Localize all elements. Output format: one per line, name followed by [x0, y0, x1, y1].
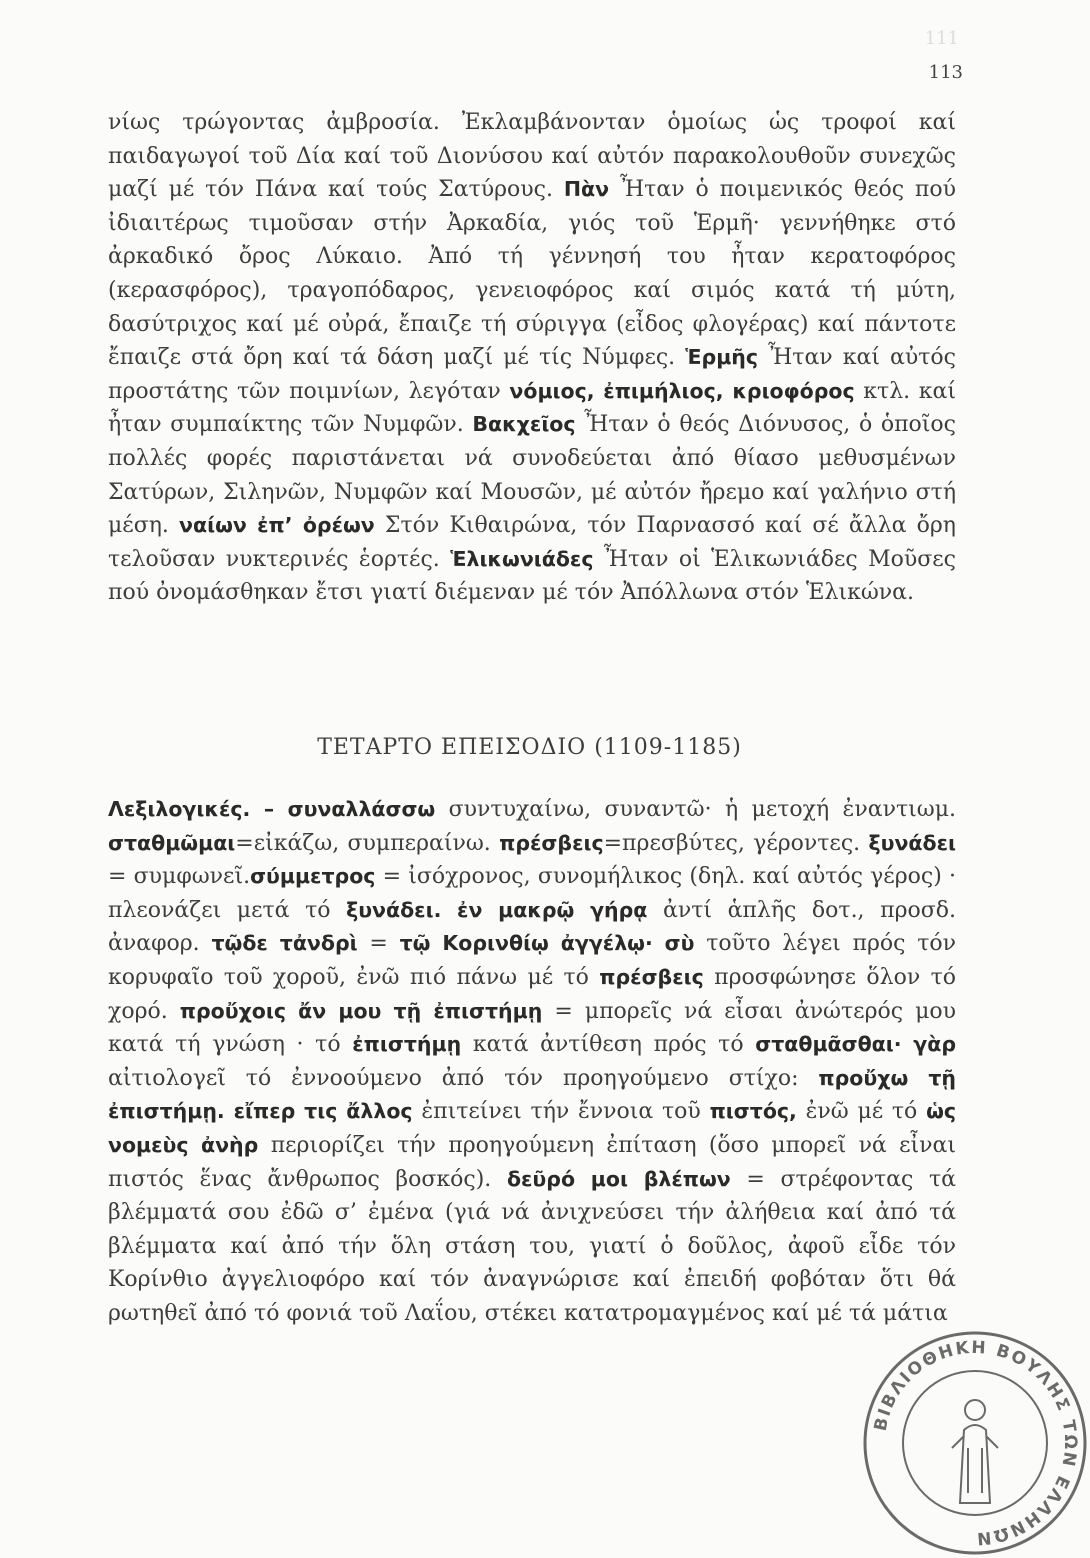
text-run: Ἦταν ὁ ποιμενικός θεός πού ἰδιαιτέρως τιμοῦσαν στήν Ἀρκαδία, γιός τοῦ Ἑρμῆ· γεννήθηκε στό ἀρκαδικό ὄρος Λύκαιο. Ἀπό τή γέννησή του ἦταν κερατοφόρος (κερασφόρος), τραγοπόδαρος, γενειοφόρος καί σιμός κατά τή μύτη, δασύτριχος καί μέ οὐρά, ἔπαιζε τή σύριγγα (εἶδος φλογέρας) καί πάντοτε ἔπαιζε στά ὄρη καί τά δάση μαζί μέ τίς Νύμφες.	[108, 177, 957, 371]
paragraph-mythology-notes	[108, 106, 956, 610]
text-run: αἰτιολογεῖ τό ἐννοούμενο ἀπό τόν προηγούμενο στίχο:	[108, 1065, 799, 1091]
keyword: ἐπιστήμῃ	[352, 1032, 462, 1057]
keyword-bakcheios: Βακχεῖος	[472, 412, 576, 437]
keyword: Λεξιλογικές. – συναλλάσσω	[108, 797, 436, 821]
text-run: = ἰσόχρονος, συνομήλικος (δηλ. καί αὐτός γέρος) · πλεονάζει μετά τό	[108, 864, 956, 923]
keyword: πρέσβεις	[499, 830, 604, 855]
stamp-text: ΒΙΒΛΙΟΘΗΚΗ ΒΟΥΛΗΣ ΤΩΝ ΕΛΛΗΝΩΝ	[870, 1337, 1081, 1549]
text-run: ἐπιτείνει τήν ἔννοια τοῦ	[421, 1099, 701, 1125]
stamp-outer-ring	[865, 1333, 1085, 1553]
text-run: τοῦτο λέγει πρός τόν κορυφαῖο τοῦ χοροῦ, ἐνῶ πιό πάνω μέ τό	[108, 931, 957, 990]
keyword-naion: ναίων ἐπ’ ὀρέων	[179, 513, 375, 538]
keyword: ξυνάδει	[868, 830, 956, 855]
text-run: =εἰκάζω, συμπεραίνω.	[235, 830, 491, 856]
text-run: κατά ἀντίθεση πρός τό	[472, 1032, 744, 1058]
text-run: νίως τρώγοντας ἀμβροσία. Ἐκλαμβάνονταν ὁμοίως ὡς τροφοί καί παιδαγωγοί τοῦ Δία καί τοῦ Διονύσου καί αὐτόν παρακολουθοῦν συνεχῶς μαζί μέ τόν Πάνα καί τούς Σατύρους.	[108, 110, 956, 203]
text-run: προσφώνησε ὅλον τό χορό.	[108, 964, 956, 1024]
text-run: ἀντί ἁπλῆς δοτ., προσδ. ἀναφορ.	[108, 897, 957, 957]
keyword-nomios: νόμιος, ἐπιμήλιος, κριοφόρος	[509, 378, 855, 403]
keyword: πρέσβεις	[599, 964, 704, 989]
text-run: Ἦταν ὁ θεός Διόνυσος, ὁ ὁποῖος πολλές φορές παριστάνεται νά συνοδεύεται ἀπό θίασο μεθυσμένων Σατύρων, Σιληνῶν, Νυμφῶν καί Μουσῶν, μέ αὐτόν ἤρεμο καί γαλήνιο στή μέση.	[108, 412, 956, 539]
text-run: = μπορεῖς νά εἶσαι ἀνώτερός μου κατά τή γνώση · τό	[108, 998, 956, 1058]
text-run: συντυχαίνω, συναντῶ· ἡ μετοχή ἐναντιωμ.	[448, 797, 956, 822]
page-number: 113	[928, 62, 963, 83]
keyword-pan: Πὰν	[563, 177, 610, 202]
text-run: περιορίζει τήν προηγούμενη ἐπίταση (ὅσο μπορεῖ νά εἶναι πιστός ἕνας ἄνθρωπος βοσκός).	[108, 1132, 957, 1192]
keyword: προὔχω τῇ ἐπιστήμῃ. εἴπερ τις ἄλλος	[108, 1065, 957, 1124]
keyword: σταθμῶμαι	[108, 830, 236, 855]
keyword: δεῦρό μοι βλέπων	[506, 1166, 731, 1191]
text-run: =	[369, 931, 388, 957]
keyword: τῷ Κορινθίῳ ἀγγέλῳ· σὺ	[399, 931, 695, 956]
text-run: Ἦταν οἱ Ἑλικωνιάδες Μοῦσες πού ὀνομάσθηκαν ἔτσι γιατί διέμεναν μέ τόν Ἀπόλλωνα στόν Ἑλικώνα.	[108, 546, 957, 606]
text-run: Στόν Κιθαιρώνα, τόν Παρνασσό καί σέ ἄλλα ὄρη τελοῦσαν νυκτερινές ἑορτές.	[108, 513, 956, 572]
text-run: = στρέφοντας τά βλέμματά σου ἐδῶ σ’ ἐμένα (γιά νά ἀνιχνεύσει τήν ἀλήθεια καί ἀπό τά βλέμματα καί ἀπό τήν ὅλη στάση του, γιατί ὁ δοῦλος, ἀφοῦ εἶδε τόν Κορίνθιο ἀγγελιοφόρο καί τόν ἀναγνώρισε καί ἐπειδή φοβόταν ὅτι θά ρωτηθεῖ ἀπό τό φονιά τοῦ Λαΐου, στέκει κατατρομαγμένος καί μέ τά μάτια	[108, 1166, 956, 1326]
faint-page-number: 111	[924, 28, 959, 49]
keyword-helikoniades: Ἑλικωνιάδες	[450, 546, 594, 571]
keyword: προὔχοις ἄν μου τῇ ἐπιστήμῃ	[179, 998, 543, 1023]
keyword: σταθμᾶσθαι· γὰρ	[755, 1032, 957, 1057]
keyword: ὡς νομεὺς ἀνὴρ	[108, 1099, 957, 1157]
text-run: = συμφωνεῖ.	[108, 864, 251, 890]
paragraph-lexical-notes	[108, 793, 956, 1331]
keyword: πιστός,	[709, 1099, 797, 1124]
keyword: ξυνάδει. ἐν μακρῷ γήρᾳ	[346, 897, 648, 922]
stamp-figure-icon	[952, 1400, 998, 1503]
text-run: ἐνῶ μέ τό	[805, 1099, 918, 1125]
keyword-hermes: Ἑρμῆς	[685, 345, 759, 370]
library-stamp	[860, 1328, 1090, 1558]
text-run: Ἦταν καί αὐτός προστάτης τῶν ποιμνίων, λεγόταν	[108, 345, 957, 404]
keyword: τῷδε τἀνδρὶ	[211, 931, 358, 956]
section-title: ΤΕΤΑΡΤΟ ΕΠΕΙΣΟΔΙΟ (1109-1185)	[317, 735, 742, 760]
text-run: =πρεσβύτες, γέροντες.	[603, 830, 861, 856]
stamp-inner-ring	[903, 1371, 1047, 1515]
keyword: σύμμετρος	[250, 864, 376, 889]
text-run: κτλ. καί ἦταν συμπαίκτης τῶν Νυμφῶν.	[108, 378, 957, 438]
